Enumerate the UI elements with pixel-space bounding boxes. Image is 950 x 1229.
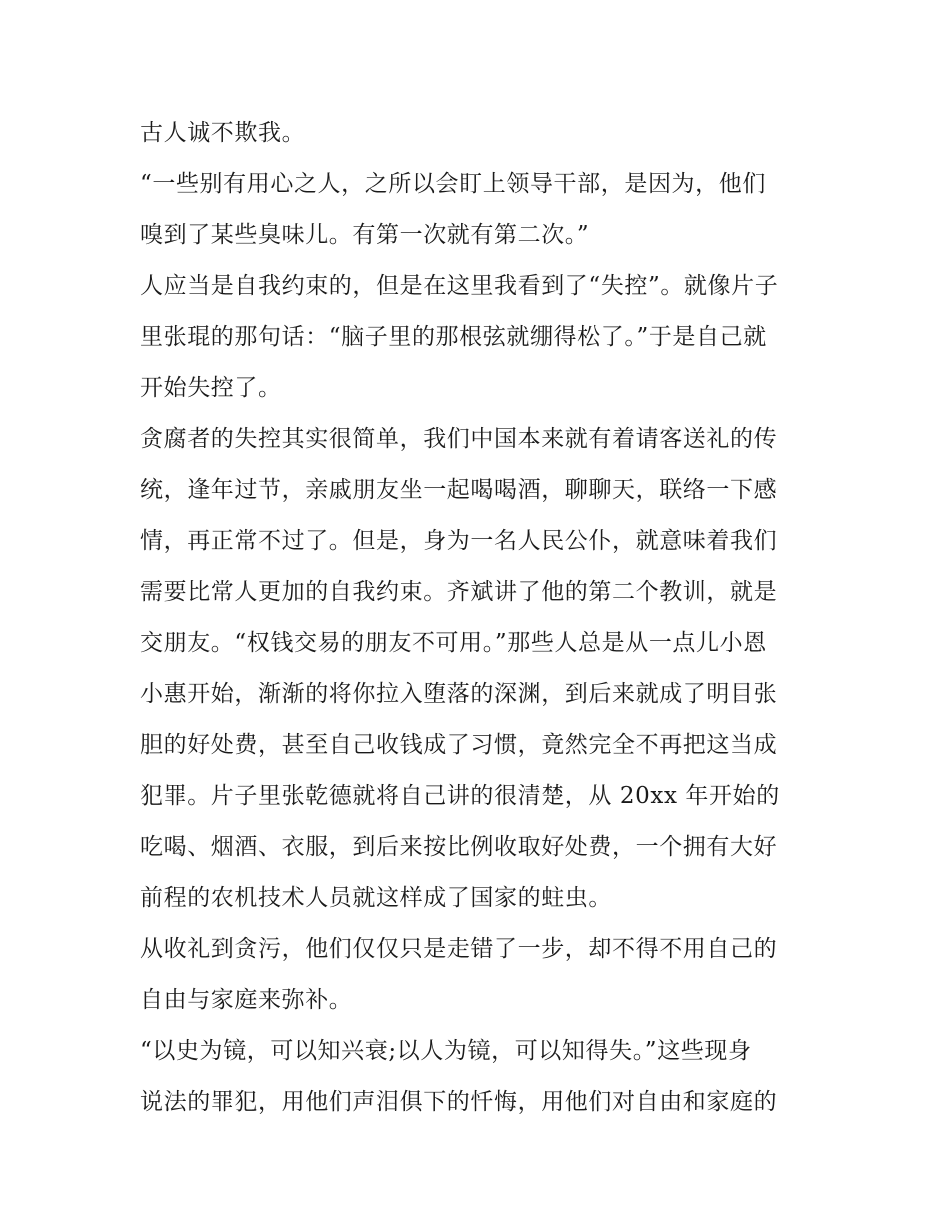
text-line: 犯罪。片子里张乾德就将自己讲的很清楚，从 20xx 年开始的: [140, 783, 780, 809]
text-line: 小惠开始，渐渐的将你拉入堕落的深渊，到后来就成了明目张: [140, 681, 778, 707]
text-line: 说法的罪犯，用他们声泪俱下的忏悔，用他们对自由和家庭的: [140, 1089, 778, 1115]
text-line: “以史为镜，可以知兴衰;以人为镜，可以知得失。”这些现身: [140, 1038, 752, 1064]
text-line: 需要比常人更加的自我约束。齐斌讲了他的第二个教训，就是: [140, 579, 778, 605]
text-line: 统，逢年过节，亲戚朋友坐一起喝喝酒，聊聊天，联络一下感: [140, 477, 778, 503]
text-line: 里张琨的那句话：“脑子里的那根弦就绷得松了。”于是自己就: [140, 324, 767, 350]
body-text: [140, 108, 820, 1128]
text-line: 情，再正常不过了。但是，身为一名人民公仆，就意味着我们: [140, 528, 778, 554]
text-line: “一些别有用心之人，之所以会盯上领导干部，是因为，他们: [140, 171, 766, 197]
text-line: 前程的农机技术人员就这样成了国家的蛀虫。: [140, 885, 612, 911]
text-line: 胆的好处费，甚至自己收钱成了习惯，竟然完全不再把这当成: [140, 732, 778, 758]
text-line: 交朋友。“权钱交易的朋友不可用。”那些人总是从一点儿小恩: [140, 630, 767, 656]
text-line: 嗅到了某些臭味儿。有第一次就有第二次。”: [140, 222, 590, 248]
text-line: 自由与家庭来弥补。: [140, 987, 353, 1013]
text-line: 从收礼到贪污，他们仅仅只是走错了一步，却不得不用自己的: [140, 936, 778, 962]
text-line: 人应当是自我约束的，但是在这里我看到了“失控”。就像片子: [140, 273, 779, 299]
text-line: 开始失控了。: [140, 375, 282, 401]
text-line: 贪腐者的失控其实很简单，我们中国本来就有着请客送礼的传: [140, 426, 778, 452]
text-line: 古人诚不欺我。: [140, 120, 306, 146]
text-line: 吃喝、烟酒、衣服，到后来按比例收取好处费，一个拥有大好: [140, 834, 778, 860]
